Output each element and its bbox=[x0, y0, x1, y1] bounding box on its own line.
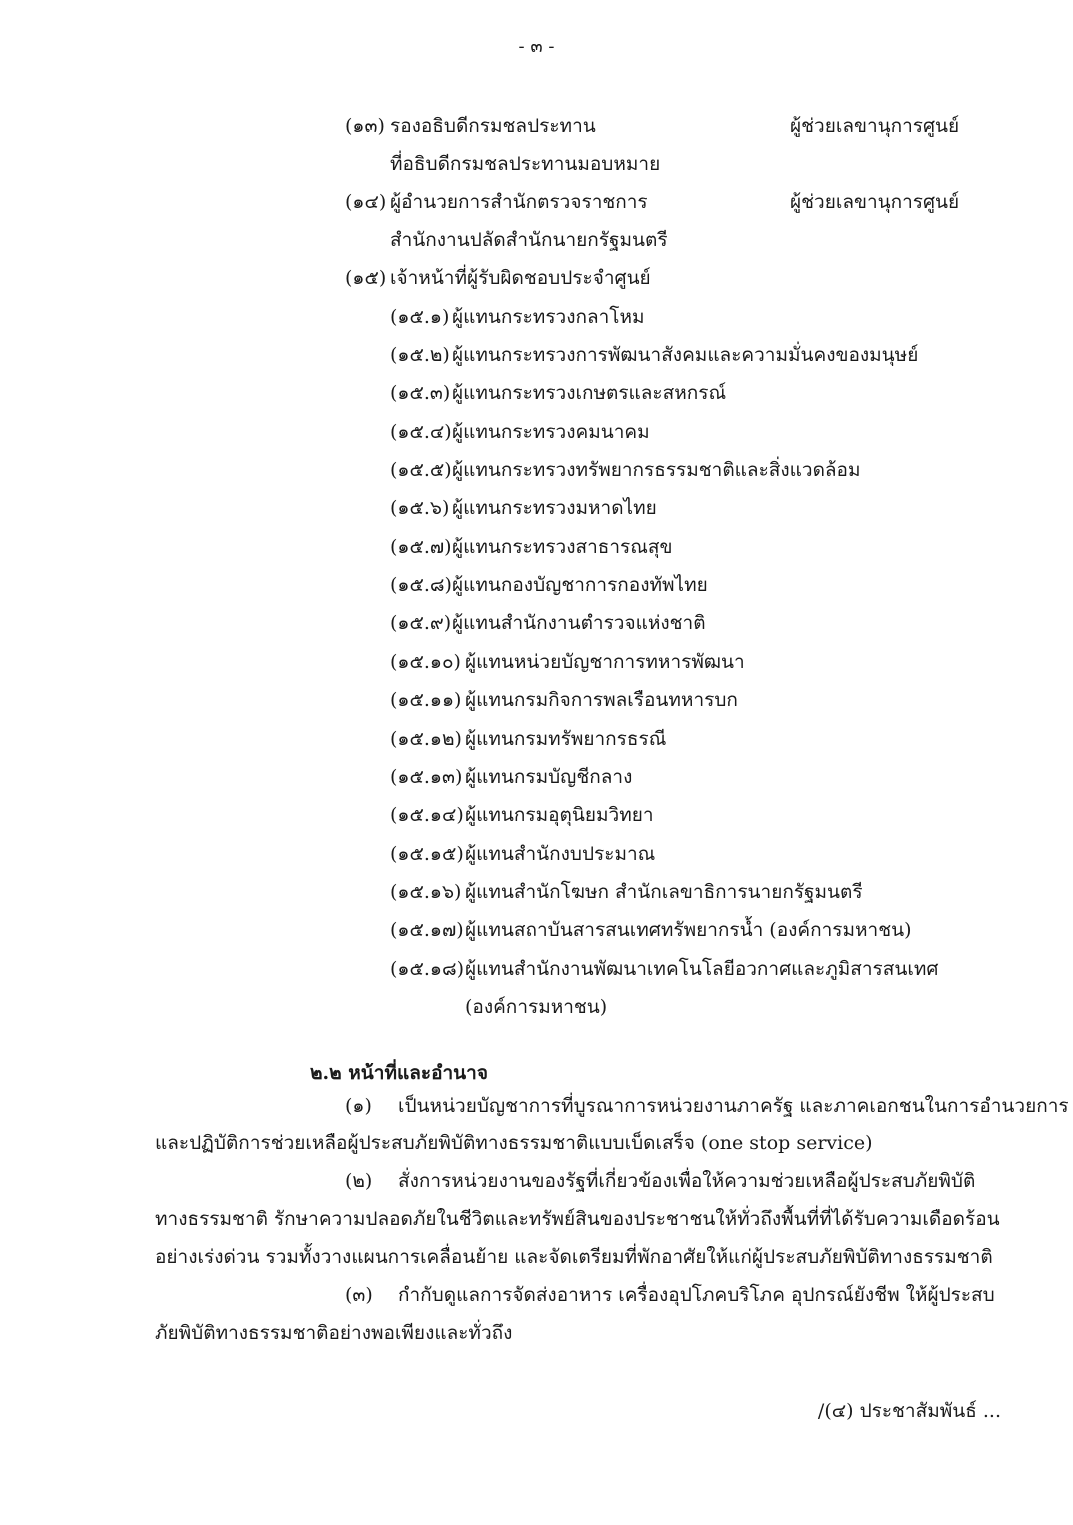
item-15-3-text: ผู้แทนกระทรวงเกษตรและสหกรณ์ bbox=[452, 382, 727, 404]
item-15-8-text: ผู้แทนกองบัญชาการกองทัพไทย bbox=[452, 574, 708, 596]
item-15-5-text: ผู้แทนกระทรวงทรัพยากรธรรมชาติและสิ่งแวดล้อม bbox=[452, 459, 861, 481]
item-15-13-number: (๑๕.๑๓) bbox=[390, 766, 463, 788]
member-13-role: ผู้ช่วยเลขานุการศูนย์ bbox=[790, 115, 960, 137]
item-15-15-number: (๑๕.๑๕) bbox=[390, 843, 464, 865]
paragraph-2-line-3: อย่างเร่งด่วน รวมทั้งวางแผนการเคลื่อนย้าย และจัดเตรียมที่พักอาศัยให้แก่ผู้ประสบภัยพิบัติทางธรรมชาติ bbox=[155, 1246, 993, 1268]
item-15-14-text: ผู้แทนกรมอุตุนิยมวิทยา bbox=[465, 804, 654, 826]
item-15-11-text: ผู้แทนกรมกิจการพลเรือนทหารบก bbox=[465, 689, 738, 711]
item-15-16-text: ผู้แทนสำนักโฆษก สำนักเลขาธิการนายกรัฐมนตรี bbox=[465, 881, 863, 903]
section-15-number: (๑๕) bbox=[345, 267, 387, 289]
paragraph-3-line-2: ภัยพิบัติทางธรรมชาติอย่างพอเพียงและทั่วถึง bbox=[155, 1322, 513, 1344]
item-15-15-text: ผู้แทนสำนักงบประมาณ bbox=[465, 843, 656, 865]
paragraph-3-line-1: กำกับดูแลการจัดส่งอาหาร เครื่องอุปโภคบริโภค อุปกรณ์ยังชีพ ให้ผู้ประสบ bbox=[398, 1284, 995, 1306]
item-15-2-number: (๑๕.๒) bbox=[390, 344, 450, 366]
item-15-4-number: (๑๕.๔) bbox=[390, 421, 452, 443]
member-13-title: รองอธิบดีกรมชลประทาน bbox=[390, 115, 596, 137]
member-13-number: (๑๓) bbox=[345, 115, 385, 137]
item-15-9-text: ผู้แทนสำนักงานตำรวจแห่งชาติ bbox=[452, 612, 706, 634]
item-15-13-text: ผู้แทนกรมบัญชีกลาง bbox=[465, 766, 633, 788]
member-14-title: ผู้อำนวยการสำนักตรวจราชการ bbox=[390, 191, 648, 213]
item-15-5-number: (๑๕.๕) bbox=[390, 459, 452, 481]
item-15-18-text-line2: (องค์การมหาชน) bbox=[465, 996, 608, 1018]
item-15-12-number: (๑๕.๑๒) bbox=[390, 728, 462, 750]
item-15-1-number: (๑๕.๑) bbox=[390, 306, 450, 328]
paragraph-2-line-1: สั่งการหน่วยงานของรัฐที่เกี่ยวข้องเพื่อให้ความช่วยเหลือผู้ประสบภัยพิบัติ bbox=[398, 1170, 976, 1192]
paragraph-2-number: (๒) bbox=[345, 1170, 373, 1192]
page-number: - ๓ - bbox=[518, 36, 555, 57]
member-14-title-line2: สำนักงานปลัดสำนักนายกรัฐมนตรี bbox=[390, 229, 668, 251]
member-14-number: (๑๔) bbox=[345, 191, 387, 213]
item-15-6-number: (๑๕.๖) bbox=[390, 497, 450, 519]
item-15-14-number: (๑๕.๑๔) bbox=[390, 804, 464, 826]
paragraph-1-number: (๑) bbox=[345, 1095, 372, 1117]
item-15-18-text: ผู้แทนสำนักงานพัฒนาเทคโนโลยีอวกาศและภูมิสารสนเทศ bbox=[465, 958, 939, 980]
paragraph-2-line-2: ทางธรรมชาติ รักษาความปลอดภัยในชีวิตและทรัพย์สินของประชาชนให้ทั่วถึงพื้นที่ที่ได้รับความเดือดร้อน bbox=[155, 1208, 1000, 1230]
item-15-7-number: (๑๕.๗) bbox=[390, 536, 452, 558]
paragraph-1-line-1: เป็นหน่วยบัญชาการที่บูรณาการหน่วยงานภาครัฐ และภาคเอกชนในการอำนวยการ bbox=[398, 1095, 1069, 1117]
item-15-8-number: (๑๕.๘) bbox=[390, 574, 452, 596]
item-15-18-number: (๑๕.๑๘) bbox=[390, 958, 465, 980]
item-15-11-number: (๑๕.๑๑) bbox=[390, 689, 462, 711]
member-14-role: ผู้ช่วยเลขานุการศูนย์ bbox=[790, 191, 960, 213]
item-15-1-text: ผู้แทนกระทรวงกลาโหม bbox=[452, 306, 645, 328]
paragraph-1-line-2: และปฏิบัติการช่วยเหลือผู้ประสบภัยพิบัติทางธรรมชาติแบบเบ็ดเสร็จ (one stop service) bbox=[155, 1132, 873, 1154]
item-15-17-text: ผู้แทนสถาบันสารสนเทศทรัพยากรน้ำ (องค์การมหาชน) bbox=[465, 919, 912, 941]
continuation-footer: /(๔) ประชาสัมพันธ์ ... bbox=[817, 1400, 1001, 1422]
paragraph-3-number: (๓) bbox=[345, 1284, 373, 1306]
item-15-16-number: (๑๕.๑๖) bbox=[390, 881, 462, 903]
item-15-6-text: ผู้แทนกระทรวงมหาดไทย bbox=[452, 497, 657, 519]
item-15-12-text: ผู้แทนกรมทรัพยากรธรณี bbox=[465, 728, 667, 750]
item-15-10-text: ผู้แทนหน่วยบัญชาการทหารพัฒนา bbox=[465, 651, 745, 673]
section-2-2-heading: ๒.๒ หน้าที่และอำนาจ bbox=[310, 1062, 488, 1084]
section-15-title: เจ้าหน้าที่ผู้รับผิดชอบประจำศูนย์ bbox=[390, 267, 651, 289]
item-15-3-number: (๑๕.๓) bbox=[390, 382, 451, 404]
item-15-7-text: ผู้แทนกระทรวงสาธารณสุข bbox=[452, 536, 673, 558]
item-15-2-text: ผู้แทนกระทรวงการพัฒนาสังคมและความมั่นคงของมนุษย์ bbox=[452, 344, 919, 366]
member-13-title-line2: ที่อธิบดีกรมชลประทานมอบหมาย bbox=[390, 153, 661, 175]
item-15-4-text: ผู้แทนกระทรวงคมนาคม bbox=[452, 421, 650, 443]
item-15-17-number: (๑๕.๑๗) bbox=[390, 919, 464, 941]
item-15-9-number: (๑๕.๙) bbox=[390, 612, 452, 634]
item-15-10-number: (๑๕.๑๐) bbox=[390, 651, 461, 673]
